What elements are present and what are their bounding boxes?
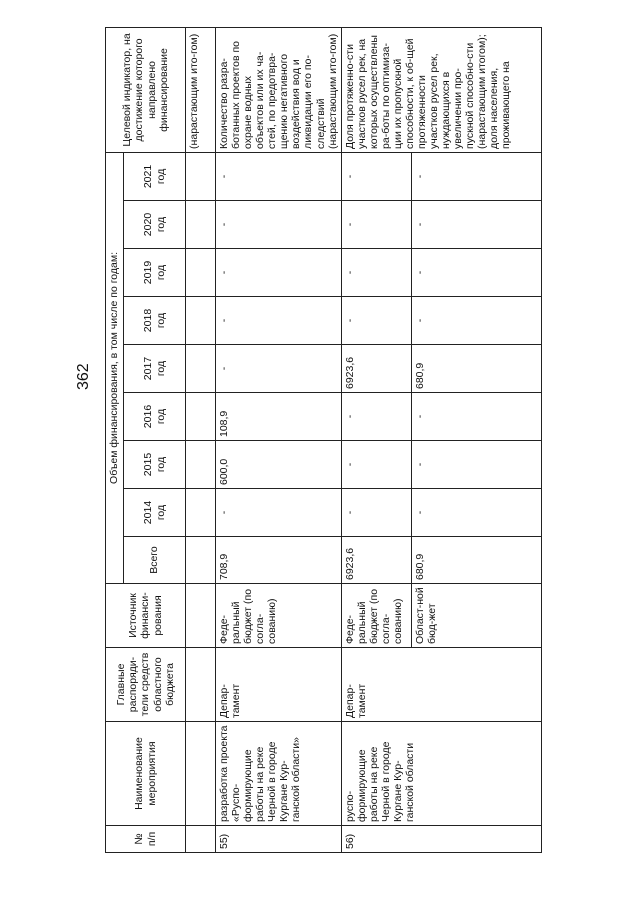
row-year-value: - bbox=[216, 152, 342, 200]
header-year: 2016 год bbox=[124, 393, 186, 441]
row-year-value: - bbox=[411, 441, 541, 489]
page-number: 362 bbox=[75, 363, 92, 390]
header-source: Источник финанси-рования bbox=[106, 584, 186, 648]
row-num: 56) bbox=[341, 826, 541, 853]
header-total: Всего bbox=[124, 537, 186, 584]
header-year: 2015 год bbox=[124, 441, 186, 489]
row-manager: Депар-тамент bbox=[216, 648, 342, 722]
row-year-value: - bbox=[411, 249, 541, 297]
row-num: 55) bbox=[216, 826, 342, 853]
row-total: 680,9 bbox=[411, 537, 541, 584]
header-indicator: Целевой индикатор, на достижение которого направлено финансирование bbox=[106, 27, 186, 152]
row-year-value: - bbox=[411, 297, 541, 345]
row-year-value: - bbox=[341, 249, 411, 297]
header-managers: Главные распоряди-тели средств областного бюджета bbox=[106, 648, 186, 722]
row-year-value: 6923,6 bbox=[341, 345, 411, 393]
row-year-value: - bbox=[341, 441, 411, 489]
row-year-value: - bbox=[341, 489, 411, 537]
header-year: 2018 год bbox=[124, 297, 186, 345]
row-year-value: 108,9 bbox=[216, 393, 342, 441]
row-source: Област-ной бюд-жет bbox=[411, 584, 541, 648]
rotated-page-content bbox=[105, 28, 568, 853]
row-year-value: - bbox=[341, 201, 411, 249]
header-year: 2020 год bbox=[124, 201, 186, 249]
table-row-continuation bbox=[186, 27, 216, 852]
row-year-value: 680,9 bbox=[411, 345, 541, 393]
row-year-value: - bbox=[341, 152, 411, 200]
financing-table bbox=[105, 27, 542, 853]
header-year: 2014 год bbox=[124, 489, 186, 537]
header-volume-group: Объем финансирования, в том числе по годам: bbox=[106, 152, 124, 583]
row-year-value: - bbox=[411, 489, 541, 537]
row-source: Феде-ральный бюджет (по согла-сованию) bbox=[341, 584, 411, 648]
header-year: 2019 год bbox=[124, 249, 186, 297]
row-year-value: - bbox=[341, 393, 411, 441]
row-year-value: - bbox=[411, 201, 541, 249]
row-total: 6923,6 bbox=[341, 537, 411, 584]
table-row bbox=[216, 27, 342, 852]
row-year-value: - bbox=[341, 297, 411, 345]
table-row bbox=[341, 27, 411, 852]
row-year-value: - bbox=[216, 249, 342, 297]
row-year-value: - bbox=[411, 152, 541, 200]
header-year: 2017 год bbox=[124, 345, 186, 393]
header-year: 2021 год bbox=[124, 152, 186, 200]
indicator-cell: (нарастающим ито-гом) bbox=[186, 27, 216, 152]
row-indicator: Количество разра-ботанных проектов по охране водных объектов или их ча-стей, по предотвра-щению негативного воздействия вод и ликвидации его по-следствий (нарастающим ито-гом) bbox=[216, 27, 342, 152]
row-indicator: Доля протяженно-сти участков русел рек, на которых осуществлены ра-боты по оптимиза-ции их пропускной способности, к об-щей протяженности участков русел рек, нуждающихся в увеличении про-пускной способно-сти (нарастающим итогом); доля населения, проживающего на bbox=[341, 27, 541, 152]
row-year-value: - bbox=[216, 201, 342, 249]
row-year-value: - bbox=[216, 345, 342, 393]
row-year-value: - bbox=[411, 393, 541, 441]
row-manager: Депар-тамент bbox=[341, 648, 541, 722]
row-year-value: 600,0 bbox=[216, 441, 342, 489]
header-num: № п/п bbox=[106, 826, 186, 853]
row-year-value: - bbox=[216, 489, 342, 537]
row-total: 708,9 bbox=[216, 537, 342, 584]
header-name: Наименование мероприятия bbox=[106, 722, 186, 826]
row-source: Феде-ральный бюджет (по согла-сованию) bbox=[216, 584, 342, 648]
row-name: разработка проекта «Руспо-формирующие работы на реке Черной в городе Кургане Кур-ганской области» bbox=[216, 722, 342, 826]
row-name: руспо-формирующие работы на реке Черной в городе Кургане Кур-ганской области bbox=[341, 722, 541, 826]
row-year-value: - bbox=[216, 297, 342, 345]
